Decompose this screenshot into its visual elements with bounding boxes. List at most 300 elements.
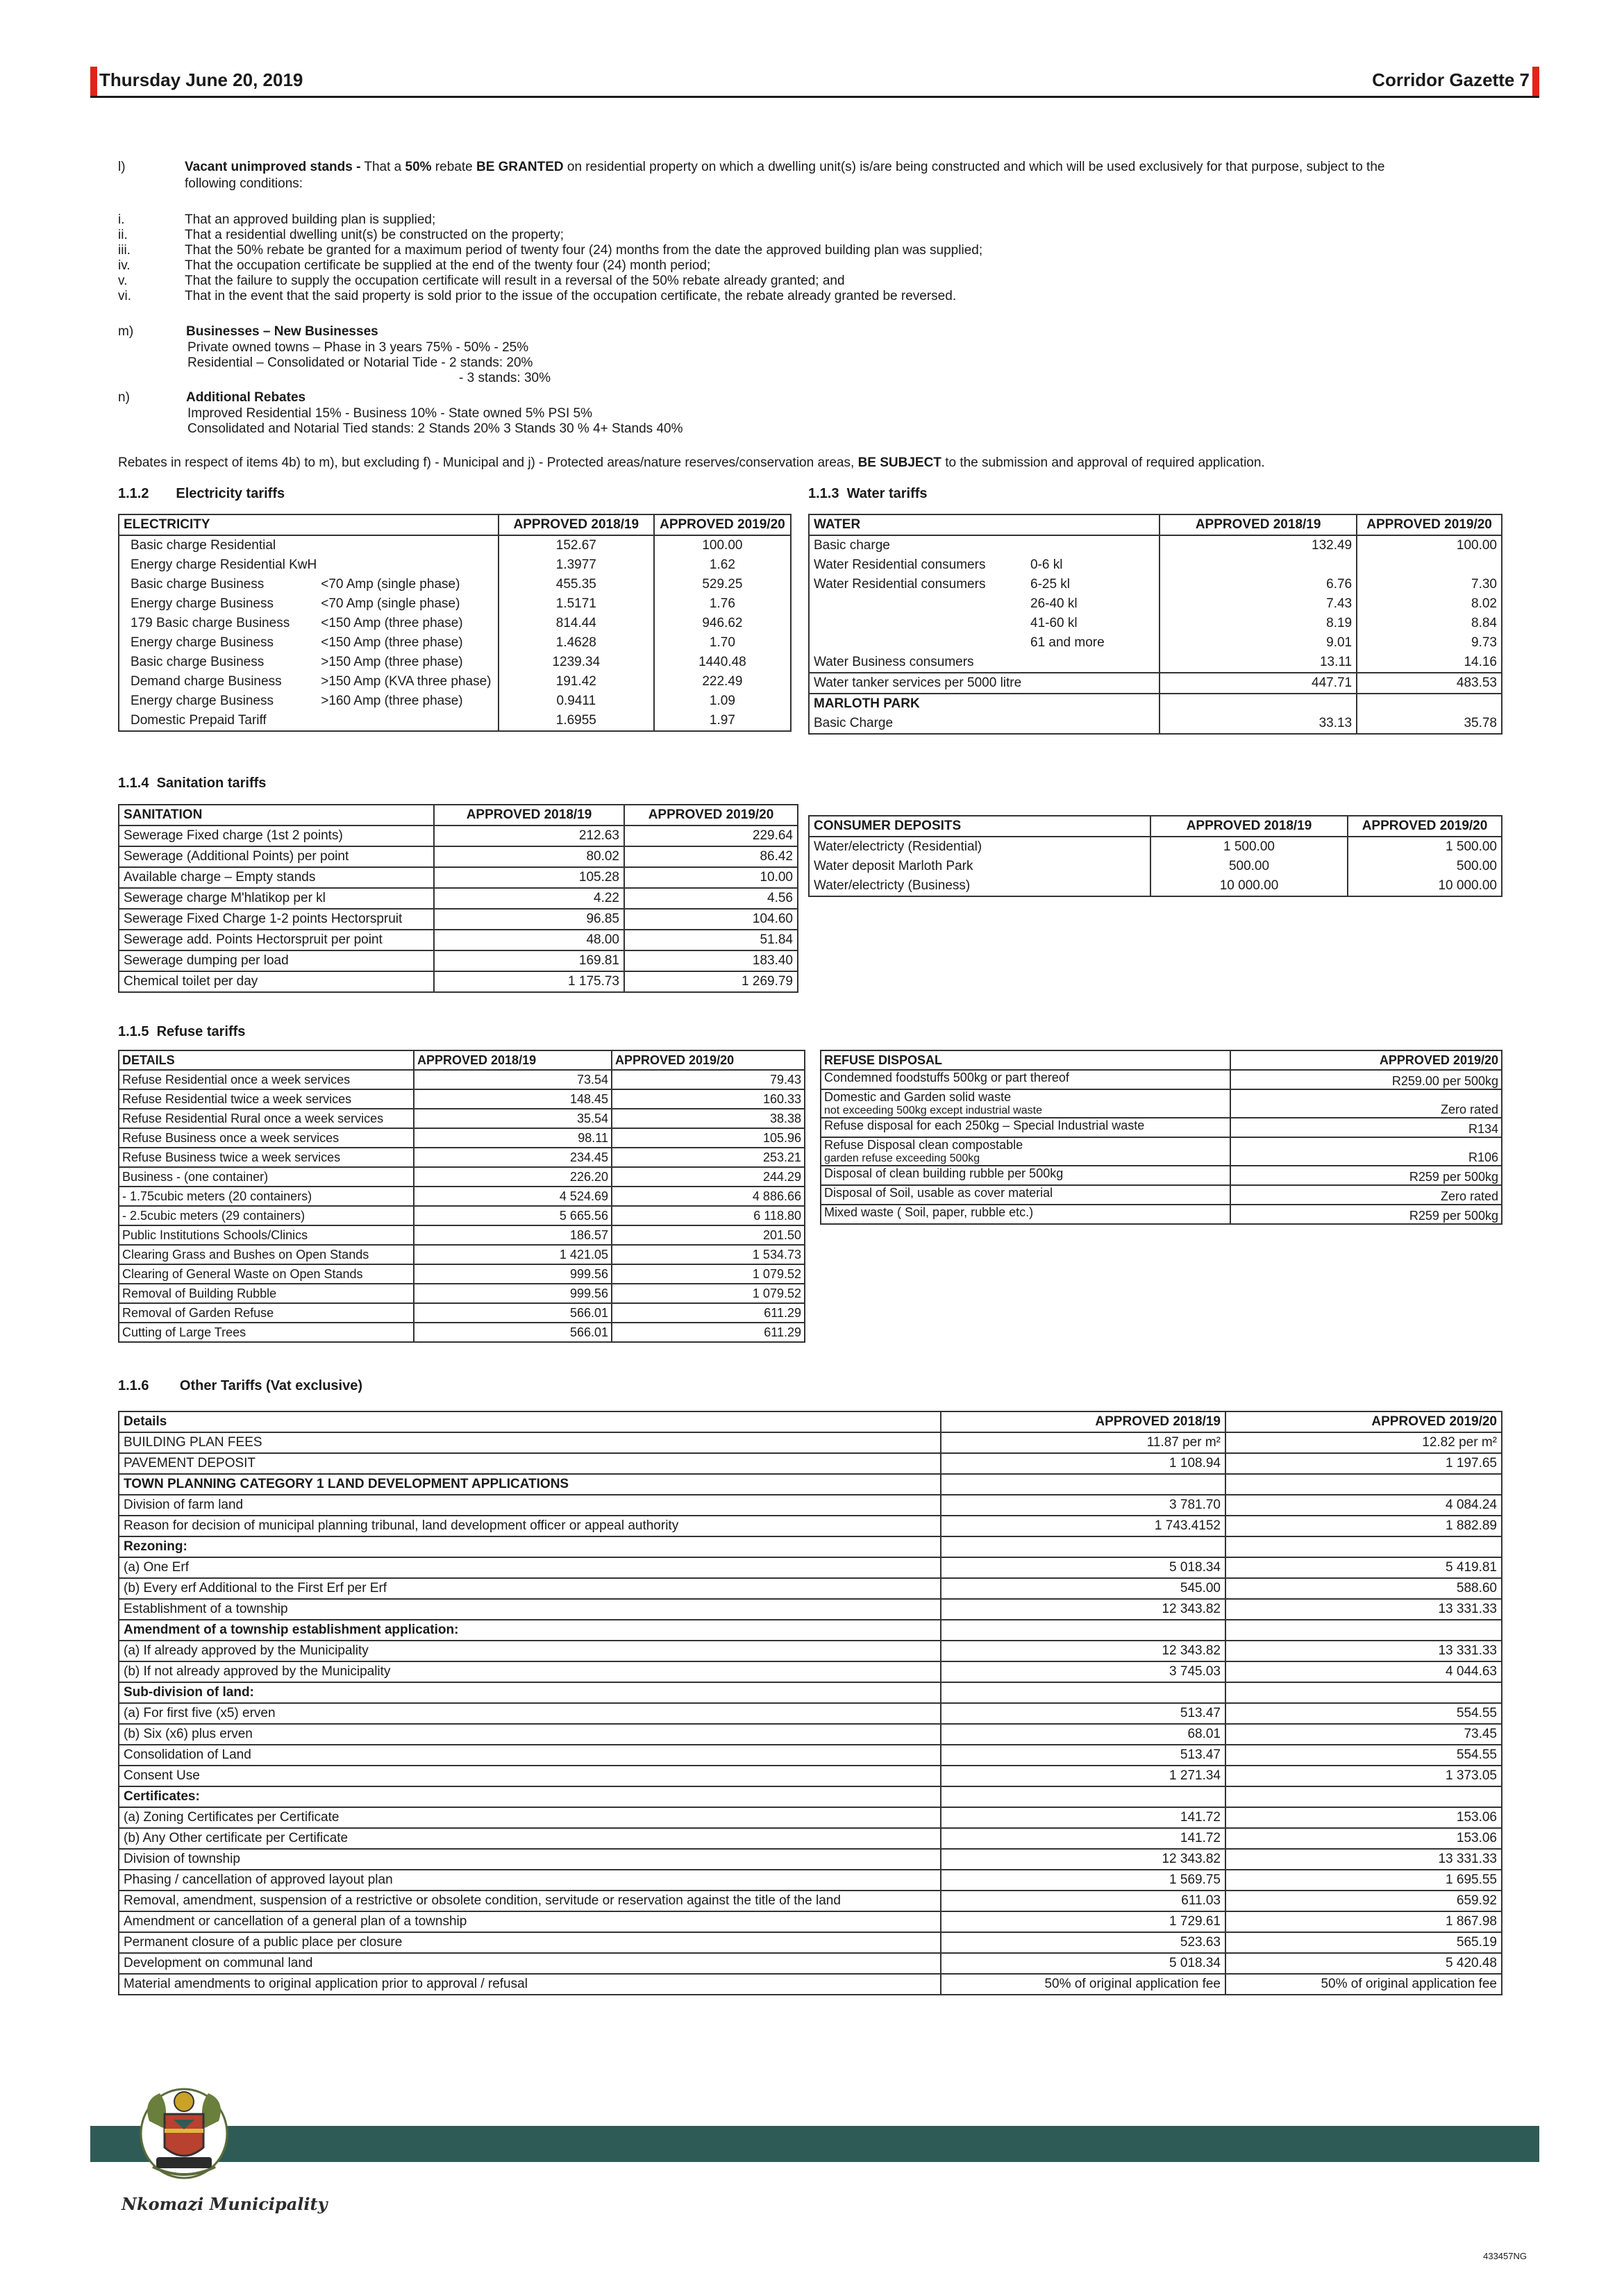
cell: Zero rated (1230, 1185, 1502, 1205)
cell: 1 079.52 (612, 1264, 805, 1284)
cell (941, 1620, 1225, 1641)
cell-line: Refuse Disposal clean compostable (824, 1138, 1023, 1152)
table-row (119, 826, 798, 846)
cell: Water Residential consumers (809, 555, 1026, 575)
cell: 500.00 (1348, 857, 1502, 876)
section-heading-electricity: 1.1.2 Electricity tariffs (118, 486, 285, 501)
subheading: Sub-division of land: (119, 1682, 941, 1703)
cell: Phasing / cancellation of approved layout plan (119, 1870, 941, 1891)
cell (1225, 1474, 1502, 1495)
cell: Energy charge Residential KwH (119, 555, 321, 575)
cell: 1 197.65 (1225, 1453, 1502, 1474)
cell: Domestic Prepaid Tariff (119, 711, 321, 731)
item-n-line: Improved Residential 15% - Business 10% - State owned 5% PSI 5% (187, 406, 592, 421)
cell: 50% of original application fee (941, 1974, 1225, 1995)
table-row (119, 575, 791, 594)
table-row (809, 535, 1502, 555)
cell: 999.56 (414, 1264, 612, 1284)
cell: 179 Basic charge Business (119, 614, 321, 633)
condition-text: That the 50% rebate be granted for a maximum period of twenty four (24) months from the date the approved building plan was supplied; (185, 243, 983, 258)
cell: 1.09 (654, 692, 791, 711)
cell: Sewerage dumping per load (119, 950, 434, 971)
cell (1160, 555, 1357, 575)
cell: 226.20 (414, 1167, 612, 1187)
cell: 1.97 (654, 711, 791, 731)
table-row (119, 1167, 805, 1187)
cell: Energy charge Business (119, 594, 321, 614)
cell: Business - (one container) (119, 1167, 414, 1187)
table-row (119, 1911, 1502, 1932)
column-header: ELECTRICITY (119, 514, 499, 535)
cell: Clearing of General Waste on Open Stands (119, 1264, 414, 1284)
water-table (808, 514, 1502, 735)
cell: 41-60 kl (1026, 614, 1160, 633)
cell: 4 524.69 (414, 1187, 612, 1206)
cell (1225, 1786, 1502, 1807)
cell: Basic charge Business (119, 653, 321, 672)
table-row (119, 1187, 805, 1206)
cell: 7.43 (1160, 594, 1357, 614)
table-row (821, 1166, 1502, 1185)
cell: Refuse Residential twice a week services (119, 1089, 414, 1109)
cell: 8.84 (1357, 614, 1502, 633)
cell: Public Institutions Schools/Clinics (119, 1225, 414, 1245)
cell: Available charge – Empty stands (119, 867, 434, 888)
cell: (a) One Erf (119, 1557, 941, 1578)
cell (941, 1786, 1225, 1807)
table-row (119, 1070, 805, 1089)
table-row (119, 1432, 1502, 1453)
cell-line: Condemned foodstuffs 500kg or part thereof (824, 1071, 1069, 1084)
cell: 86.42 (624, 846, 798, 867)
table-row (119, 846, 798, 867)
cell: Demand charge Business (119, 672, 321, 692)
cell: 588.60 (1225, 1578, 1502, 1599)
cell: 244.29 (612, 1167, 805, 1187)
cell: Sewerage charge M'hlatikop per kl (119, 888, 434, 909)
cell (1026, 673, 1160, 694)
cell: <70 Amp (single phase) (321, 575, 499, 594)
table-row (119, 888, 798, 909)
condition-text: That an approved building plan is supplied; (185, 212, 436, 227)
cell: <70 Amp (single phase) (321, 594, 499, 614)
cell: Refuse Business once a week services (119, 1128, 414, 1148)
cell: Removal, amendment, suspension of a restrictive or obsolete condition, servitude or reservation against the title of the land (119, 1891, 941, 1911)
cell (821, 1070, 1230, 1089)
cell: (a) If already approved by the Municipality (119, 1641, 941, 1661)
table-row (119, 1323, 805, 1342)
table-row (809, 555, 1502, 575)
cell: Removal of Garden Refuse (119, 1303, 414, 1323)
cell: 999.56 (414, 1284, 612, 1303)
item-l-text: Vacant unimproved stands - That a 50% rebate BE GRANTED on residential property on which a dwelling unit(s) is/are being constructed and which will be used exclusively for that purpose, subject to the (185, 160, 1385, 174)
cell: 13.11 (1160, 653, 1357, 673)
table-row (119, 867, 798, 888)
cell: BUILDING PLAN FEES (119, 1432, 941, 1453)
cell: 48.00 (434, 930, 624, 950)
table-row (809, 714, 1502, 734)
cell: 529.25 (654, 575, 791, 594)
cell: Water Residential consumers (809, 575, 1026, 594)
cell (941, 1682, 1225, 1703)
electricity-table (118, 514, 792, 732)
table-row (119, 1620, 1502, 1641)
ad-code: 433457NG (1483, 2251, 1527, 2261)
section-heading-other: 1.1.6 Other Tariffs (Vat exclusive) (118, 1378, 362, 1393)
cell: Water/electricty (Business) (809, 876, 1150, 896)
cell: 191.42 (499, 672, 654, 692)
header-accent-left (90, 67, 97, 96)
column-header: APPROVED 2019/20 (1225, 1411, 1502, 1432)
cell: 13 331.33 (1225, 1641, 1502, 1661)
cell: Water/electricty (Residential) (809, 837, 1150, 857)
cell: 9.01 (1160, 633, 1357, 653)
table-row (119, 594, 791, 614)
cell: 5 665.56 (414, 1206, 612, 1225)
table-row (119, 1786, 1502, 1807)
table-row (119, 555, 791, 575)
cell: Refuse Residential once a week services (119, 1070, 414, 1089)
cell: 253.21 (612, 1148, 805, 1167)
cell: 98.11 (414, 1128, 612, 1148)
cell-line: garden refuse exceeding 500kg (824, 1153, 980, 1164)
cell (941, 1536, 1225, 1557)
table-row (809, 837, 1502, 857)
column-header: DETAILS (119, 1050, 414, 1070)
cell: 100.00 (1357, 535, 1502, 555)
cell: (b) Every erf Additional to the First Erf per Erf (119, 1578, 941, 1599)
table-row (119, 950, 798, 971)
cell: 3 781.70 (941, 1495, 1225, 1516)
cell: Basic charge (809, 535, 1026, 555)
cell: Basic charge Residential (119, 535, 321, 555)
table-row (809, 633, 1502, 653)
item-n-line: Consolidated and Notarial Tied stands: 2 Stands 20% 3 Stands 30 % 4+ Stands 40% (187, 421, 683, 436)
consumer-deposits-table (808, 815, 1502, 897)
table-row (119, 1766, 1502, 1786)
cell: 1 695.55 (1225, 1870, 1502, 1891)
cell: (b) Any Other certificate per Certificate (119, 1828, 941, 1849)
table-row (119, 1641, 1502, 1661)
cell: 153.06 (1225, 1828, 1502, 1849)
cell: Refuse Residential Rural once a week services (119, 1109, 414, 1128)
cell: 554.55 (1225, 1703, 1502, 1724)
cell: 148.45 (414, 1089, 612, 1109)
cell: 7.30 (1357, 575, 1502, 594)
cell: 13 331.33 (1225, 1599, 1502, 1620)
cell: Water deposit Marloth Park (809, 857, 1150, 876)
cell: 73.45 (1225, 1724, 1502, 1745)
table-row (821, 1118, 1502, 1137)
cell: 5 419.81 (1225, 1557, 1502, 1578)
cell-line: Disposal of clean building rubble per 500kg (824, 1166, 1064, 1180)
subheading: MARLOTH PARK (809, 694, 1160, 714)
rebates-note: Rebates in respect of items 4b) to m), but excluding f) - Municipal and j) - Protected areas/nature reserves/conservation areas, BE SUBJECT to the submission and approval of required application. (118, 455, 1265, 470)
cell: 1 743.4152 (941, 1516, 1225, 1536)
cell: 0-6 kl (1026, 555, 1160, 575)
cell: Zero rated (1230, 1089, 1502, 1118)
cell (1357, 555, 1502, 575)
cell: Material amendments to original application prior to approval / refusal (119, 1974, 941, 1995)
cell (1225, 1682, 1502, 1703)
cell: 1 867.98 (1225, 1911, 1502, 1932)
table-row (119, 653, 791, 672)
cell: 611.29 (612, 1303, 805, 1323)
cell: 1.62 (654, 555, 791, 575)
cell: 5 018.34 (941, 1953, 1225, 1974)
cell: 68.01 (941, 1724, 1225, 1745)
cell (1026, 653, 1160, 673)
item-m-title: Businesses – New Businesses (186, 324, 378, 339)
cell: Basic Charge (809, 714, 1160, 734)
table-row (119, 1495, 1502, 1516)
cell: 611.03 (941, 1891, 1225, 1911)
table-row (809, 614, 1502, 633)
cell: R106 (1230, 1137, 1502, 1166)
section-heading-sanitation: 1.1.4 Sanitation tariffs (118, 776, 267, 791)
condition-text: That in the event that the said property is sold prior to the issue of the occupation certificate, the rebate already granted be reversed. (185, 289, 957, 303)
header-rule (90, 96, 1539, 98)
condition-number: vi. (118, 289, 131, 303)
table-row (119, 1870, 1502, 1891)
cell: Energy charge Business (119, 692, 321, 711)
item-n-title: Additional Rebates (186, 390, 306, 405)
table-row (809, 673, 1502, 694)
cell (821, 1137, 1230, 1166)
column-header: APPROVED 2018/19 (499, 514, 654, 535)
table-row (119, 1932, 1502, 1953)
cell: 9.73 (1357, 633, 1502, 653)
table-row (119, 1578, 1502, 1599)
table-row (119, 971, 798, 992)
cell: 8.19 (1160, 614, 1357, 633)
cell (809, 633, 1026, 653)
cell: 186.57 (414, 1225, 612, 1245)
cell: 1.4628 (499, 633, 654, 653)
cell: 566.01 (414, 1303, 612, 1323)
cell-line: not exceeding 500kg except industrial waste (824, 1105, 1042, 1116)
cell: 12 343.82 (941, 1849, 1225, 1870)
column-header: Details (119, 1411, 941, 1432)
cell: 1.3977 (499, 555, 654, 575)
cell: Amendment or cancellation of a general plan of a township (119, 1911, 941, 1932)
cell (821, 1089, 1230, 1118)
item-m-marker: m) (118, 324, 134, 339)
cell (809, 614, 1026, 633)
cell: 11.87 per m² (941, 1432, 1225, 1453)
cell: 152.67 (499, 535, 654, 555)
cell: 222.49 (654, 672, 791, 692)
cell: - 2.5cubic meters (29 containers) (119, 1206, 414, 1225)
cell: Division of farm land (119, 1495, 941, 1516)
cell: 8.02 (1357, 594, 1502, 614)
cell: 229.64 (624, 826, 798, 846)
cell: 483.53 (1357, 673, 1502, 694)
cell: 1.5171 (499, 594, 654, 614)
cell-line: Domestic and Garden solid waste (824, 1090, 1012, 1104)
cell: 105.28 (434, 867, 624, 888)
cell: 1.6955 (499, 711, 654, 731)
condition-text: That the failure to supply the occupation certificate will result in a reversal of the 50% rebate already granted; and (185, 274, 845, 288)
column-header: APPROVED 2019/20 (624, 805, 798, 826)
cell: 1440.48 (654, 653, 791, 672)
cell: 659.92 (1225, 1891, 1502, 1911)
table-row (821, 1205, 1502, 1224)
cell: Sewerage Fixed charge (1st 2 points) (119, 826, 434, 846)
condition-number: ii. (118, 228, 128, 242)
cell (821, 1205, 1230, 1224)
cell: Water tanker services per 5000 litre (809, 673, 1026, 694)
table-row (821, 1070, 1502, 1089)
condition-number: v. (118, 274, 128, 288)
cell: 554.55 (1225, 1745, 1502, 1766)
condition-number: i. (118, 212, 125, 227)
column-header: APPROVED 2018/19 (434, 805, 624, 826)
cell: Energy charge Business (119, 633, 321, 653)
cell: 6 118.80 (612, 1206, 805, 1225)
table-row (119, 1264, 805, 1284)
table-row (119, 1128, 805, 1148)
cell: 132.49 (1160, 535, 1357, 555)
column-header: APPROVED 2019/20 (654, 514, 791, 535)
condition-number: iv. (118, 258, 131, 273)
cell: (a) Zoning Certificates per Certificate (119, 1807, 941, 1828)
cell: >150 Amp (three phase) (321, 653, 499, 672)
table-row (119, 633, 791, 653)
condition-text: That a residential dwelling unit(s) be constructed on the property; (185, 228, 564, 242)
cell: 35.54 (414, 1109, 612, 1128)
column-header: SANITATION (119, 805, 434, 826)
cell: 1239.34 (499, 653, 654, 672)
cell: 455.35 (499, 575, 654, 594)
cell (321, 555, 499, 575)
table-row (119, 1225, 805, 1245)
cell: 38.38 (612, 1109, 805, 1128)
item-m-line: Private owned towns – Phase in 3 years 75% - 50% - 25% (187, 340, 529, 355)
cell: 33.13 (1160, 714, 1357, 734)
cell: 13 331.33 (1225, 1849, 1502, 1870)
cell: 141.72 (941, 1828, 1225, 1849)
table-row (809, 694, 1502, 714)
table-row (119, 672, 791, 692)
cell: 523.63 (941, 1932, 1225, 1953)
cell: 1 534.73 (612, 1245, 805, 1264)
cell: (a) For first five (x5) erven (119, 1703, 941, 1724)
cell (321, 535, 499, 555)
cell (821, 1185, 1230, 1205)
cell: 1 079.52 (612, 1284, 805, 1303)
column-header: APPROVED 2018/19 (1160, 514, 1357, 535)
cell: 611.29 (612, 1323, 805, 1342)
cell (809, 594, 1026, 614)
cell (1225, 1620, 1502, 1641)
cell: <150 Amp (three phase) (321, 633, 499, 653)
column-header: APPROVED 2019/20 (1357, 514, 1502, 535)
cell: 6-25 kl (1026, 575, 1160, 594)
cell: Cutting of Large Trees (119, 1323, 414, 1342)
footer-band (90, 2126, 1539, 2162)
column-header: APPROVED 2019/20 (612, 1050, 805, 1070)
subheading: Amendment of a township establishment application: (119, 1620, 941, 1641)
cell: Chemical toilet per day (119, 971, 434, 992)
cell: 201.50 (612, 1225, 805, 1245)
cell: 10 000.00 (1348, 876, 1502, 896)
cell: 10.00 (624, 867, 798, 888)
issue-date: Thursday June 20, 2019 (99, 69, 303, 90)
cell-line: Refuse disposal for each 250kg – Special Industrial waste (824, 1118, 1145, 1132)
cell: 1 729.61 (941, 1911, 1225, 1932)
column-header: APPROVED 2018/19 (414, 1050, 612, 1070)
table-row (809, 575, 1502, 594)
table-row (119, 1828, 1502, 1849)
item-m-line: Residential – Consolidated or Notarial Tide - 2 stands: 20% (187, 355, 533, 370)
cell: - 1.75cubic meters (20 containers) (119, 1187, 414, 1206)
cell: 1 882.89 (1225, 1516, 1502, 1536)
refuse-table (118, 1050, 805, 1343)
cell: 4 886.66 (612, 1187, 805, 1206)
section-heading-water: 1.1.3 Water tariffs (808, 486, 928, 501)
cell: Water Business consumers (809, 653, 1026, 673)
cell: 50% of original application fee (1225, 1974, 1502, 1995)
cell: 153.06 (1225, 1807, 1502, 1828)
cell: Consolidation of Land (119, 1745, 941, 1766)
cell (941, 1474, 1225, 1495)
cell: 545.00 (941, 1578, 1225, 1599)
column-header: WATER (809, 514, 1160, 535)
cell (321, 711, 499, 731)
cell: 4.56 (624, 888, 798, 909)
cell: 105.96 (612, 1128, 805, 1148)
table-row (119, 1661, 1502, 1682)
municipality-signature: Nkomazi Municipality (122, 2194, 328, 2214)
table-row (119, 1284, 805, 1303)
table-row (119, 1557, 1502, 1578)
table-row (119, 711, 791, 731)
section-heading-refuse: 1.1.5 Refuse tariffs (118, 1024, 246, 1039)
cell: 141.72 (941, 1807, 1225, 1828)
table-row (119, 1474, 1502, 1495)
cell: 96.85 (434, 909, 624, 930)
cell: 169.81 (434, 950, 624, 971)
cell: 6.76 (1160, 575, 1357, 594)
table-row (821, 1089, 1502, 1118)
column-header: APPROVED 2019/20 (1348, 816, 1502, 837)
other-tariffs-table (118, 1411, 1502, 1995)
cell: Sewerage add. Points Hectorspruit per point (119, 930, 434, 950)
item-l-marker: l) (118, 160, 126, 174)
cell: 1 373.05 (1225, 1766, 1502, 1786)
condition-number: iii. (118, 243, 131, 258)
subheading: Rezoning: (119, 1536, 941, 1557)
table-row (119, 1807, 1502, 1828)
table-row (119, 692, 791, 711)
table-row (119, 1703, 1502, 1724)
cell: (b) Six (x6) plus erven (119, 1724, 941, 1745)
table-row (119, 1849, 1502, 1870)
cell: 1 500.00 (1150, 837, 1348, 857)
item-l-text-cont: following conditions: (185, 176, 303, 191)
item-n-marker: n) (118, 390, 130, 405)
publication-title: Corridor Gazette 7 (1372, 69, 1530, 90)
cell: Basic charge Business (119, 575, 321, 594)
cell: Development on communal land (119, 1953, 941, 1974)
table-row (809, 653, 1502, 673)
municipal-crest-icon (135, 2079, 233, 2184)
table-row (119, 1206, 805, 1225)
table-row (119, 1516, 1502, 1536)
cell: 0.9411 (499, 692, 654, 711)
cell: 1 421.05 (414, 1245, 612, 1264)
